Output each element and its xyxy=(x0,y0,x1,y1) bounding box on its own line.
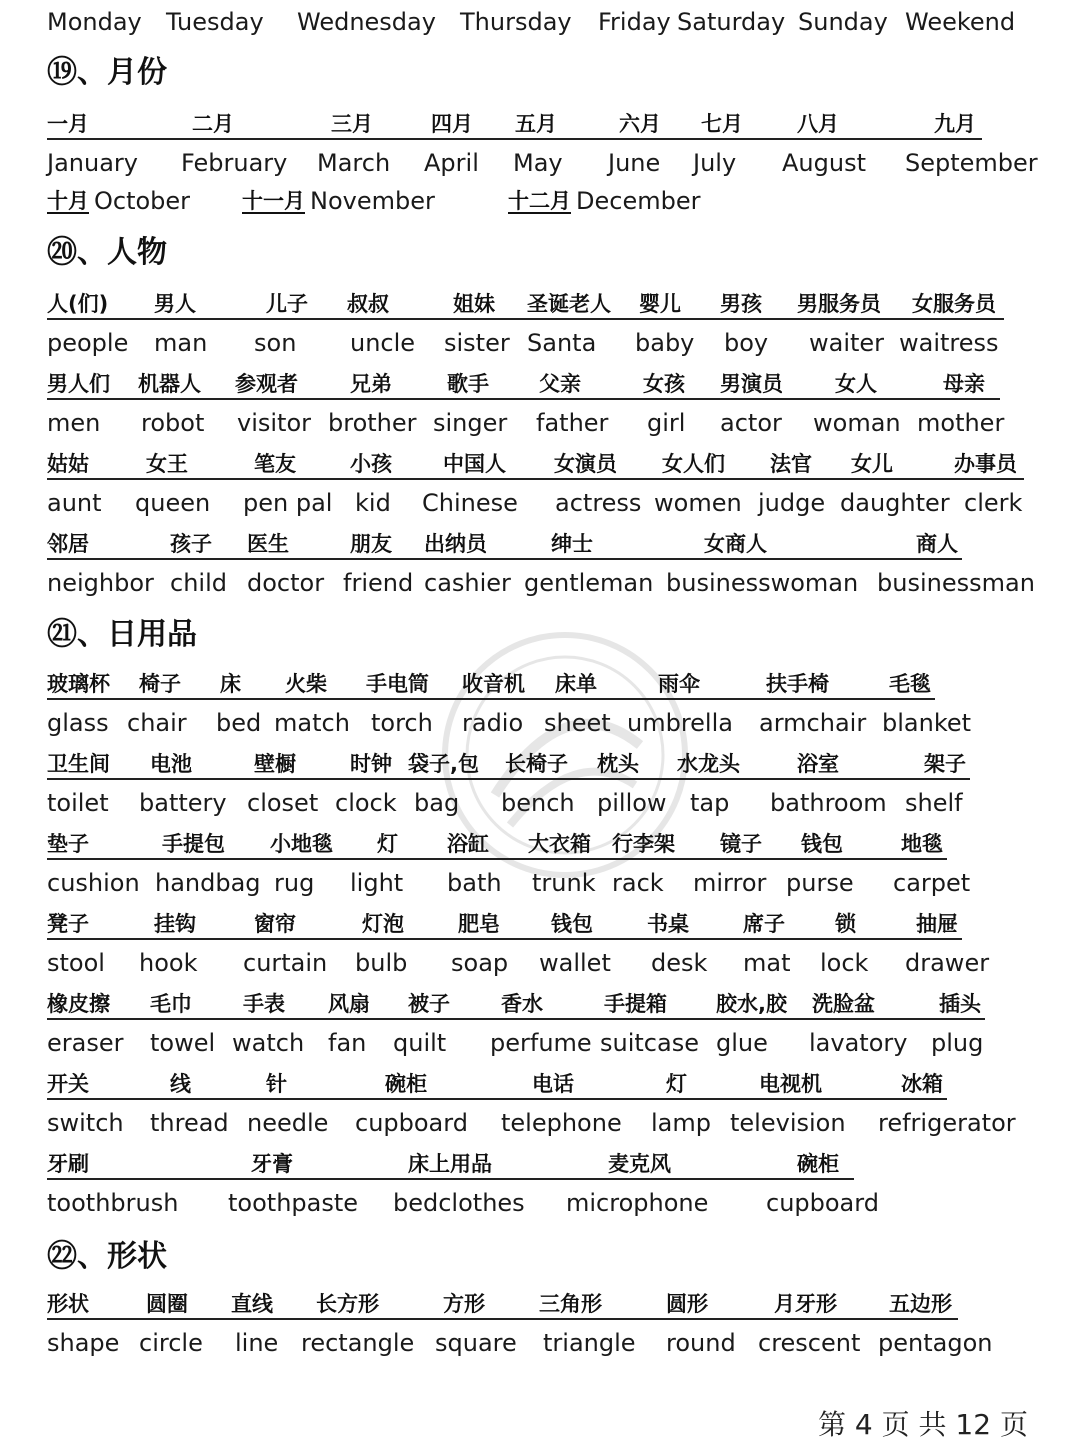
english-word: cupboard xyxy=(355,1109,468,1137)
chinese-word: 父亲 xyxy=(539,372,581,396)
english-word: cashier xyxy=(424,569,511,597)
chinese-word: 八月 xyxy=(797,112,839,136)
chinese-word: 毛巾 xyxy=(150,992,192,1016)
english-word: uncle xyxy=(350,329,416,357)
chinese-word: 男孩 xyxy=(720,292,762,316)
chinese-word: 女王 xyxy=(146,452,188,476)
chinese-word: 碗柜 xyxy=(797,1152,839,1176)
day-word: Tuesday xyxy=(166,8,264,36)
english-word: baby xyxy=(635,329,695,357)
english-word: carpet xyxy=(893,869,971,897)
page-number: 第 4 页 共 12 页 xyxy=(818,1408,1028,1441)
chinese-word: 胶水,胶 xyxy=(716,992,787,1016)
english-word: rug xyxy=(274,869,315,897)
chinese-word: 形状 xyxy=(47,1292,89,1316)
row-underline xyxy=(47,858,947,860)
english-word: closet xyxy=(247,789,319,817)
chinese-word: 挂钩 xyxy=(154,912,196,936)
row-underline xyxy=(47,698,935,700)
chinese-word: 长方形 xyxy=(316,1292,379,1316)
chinese-word: 锁 xyxy=(835,912,856,936)
chinese-word: 垫子 xyxy=(47,832,89,856)
english-word: cupboard xyxy=(766,1189,879,1217)
chinese-word: 人(们) xyxy=(47,292,109,316)
chinese-word: 灯 xyxy=(377,832,398,856)
chinese-word: 长椅子 xyxy=(505,752,568,776)
english-word: daughter xyxy=(840,489,950,517)
chinese-word: 男人们 xyxy=(47,372,110,396)
english-word: suitcase xyxy=(600,1029,699,1057)
chinese-word: 七月 xyxy=(701,112,743,136)
chinese-word: 直线 xyxy=(231,1292,273,1316)
english-word: people xyxy=(47,329,129,357)
english-word: father xyxy=(536,409,609,437)
chinese-word: 母亲 xyxy=(943,372,985,396)
chinese-word: 法官 xyxy=(770,452,812,476)
english-word: handbag xyxy=(155,869,261,897)
english-word: clock xyxy=(335,789,397,817)
chinese-word: 九月 xyxy=(934,112,976,136)
chinese-word: 时钟 xyxy=(350,752,392,776)
chinese-word: 十一月 xyxy=(242,189,305,213)
english-word: umbrella xyxy=(627,709,733,737)
chinese-word: 机器人 xyxy=(138,372,201,396)
chinese-word: 十二月 xyxy=(508,189,571,213)
chinese-word: 水龙头 xyxy=(677,752,740,776)
chinese-word: 大衣箱 xyxy=(528,832,591,856)
english-word: curtain xyxy=(243,949,328,977)
chinese-word: 女儿 xyxy=(851,452,893,476)
chinese-word: 浴室 xyxy=(797,752,839,776)
chinese-word: 邻居 xyxy=(47,532,89,556)
row-underline xyxy=(47,318,1004,320)
chinese-word: 方形 xyxy=(443,1292,485,1316)
chinese-word: 三月 xyxy=(331,112,373,136)
chinese-word: 孩子 xyxy=(170,532,212,556)
chinese-word: 椅子 xyxy=(139,672,181,696)
chinese-word: 肥皂 xyxy=(458,912,500,936)
english-word: visitor xyxy=(237,409,312,437)
english-word: singer xyxy=(433,409,508,437)
chinese-word: 一月 xyxy=(47,112,89,136)
day-word: Saturday xyxy=(677,8,786,36)
english-word: wallet xyxy=(539,949,611,977)
english-word: light xyxy=(350,869,404,897)
section-title: ㉒、形状 xyxy=(47,1239,167,1274)
chinese-word: 床单 xyxy=(555,672,597,696)
chinese-word: 女人 xyxy=(835,372,877,396)
chinese-word: 笔友 xyxy=(254,452,296,476)
chinese-word: 碗柜 xyxy=(385,1072,427,1096)
row-underline xyxy=(47,778,970,780)
chinese-word: 开关 xyxy=(47,1072,89,1096)
english-word: perfume xyxy=(490,1029,592,1057)
english-word: armchair xyxy=(759,709,867,737)
section-title: ⑲、月份 xyxy=(47,55,167,90)
chinese-word: 镜子 xyxy=(720,832,762,856)
english-word: neighbor xyxy=(47,569,154,597)
chinese-word: 女演员 xyxy=(554,452,617,476)
chinese-word: 医生 xyxy=(247,532,289,556)
english-word: businessman xyxy=(877,569,1035,597)
english-word: robot xyxy=(141,409,205,437)
chinese-word: 手提包 xyxy=(162,832,225,856)
english-word: lock xyxy=(820,949,869,977)
english-word: April xyxy=(424,149,479,177)
english-word: kid xyxy=(355,489,391,517)
chinese-word: 壁橱 xyxy=(254,752,296,776)
english-word: clerk xyxy=(964,489,1023,517)
chinese-word: 收音机 xyxy=(462,672,525,696)
chinese-word: 中国人 xyxy=(443,452,506,476)
english-word: rack xyxy=(612,869,664,897)
chinese-word: 叔叔 xyxy=(347,292,389,316)
chinese-word: 手提箱 xyxy=(604,992,667,1016)
english-word: woman xyxy=(813,409,901,437)
chinese-word: 火柴 xyxy=(285,672,327,696)
english-word: girl xyxy=(647,409,686,437)
english-word: trunk xyxy=(532,869,596,897)
chinese-word: 手电筒 xyxy=(366,672,429,696)
day-word: Sunday xyxy=(798,8,888,36)
chinese-word: 牙刷 xyxy=(47,1152,89,1176)
english-word: television xyxy=(730,1109,846,1137)
chinese-word: 圣诞老人 xyxy=(527,292,611,316)
english-word: blanket xyxy=(882,709,972,737)
english-word: battery xyxy=(139,789,227,817)
english-word: rectangle xyxy=(301,1329,415,1357)
english-word: circle xyxy=(139,1329,203,1357)
english-word: bathroom xyxy=(770,789,887,817)
english-word: microphone xyxy=(566,1189,709,1217)
english-word: waiter xyxy=(809,329,885,357)
english-word: switch xyxy=(47,1109,124,1137)
english-word: mother xyxy=(917,409,1005,437)
english-word: tap xyxy=(690,789,730,817)
chinese-word: 钱包 xyxy=(551,912,593,936)
english-word: shelf xyxy=(905,789,963,817)
chinese-word: 灯 xyxy=(666,1072,687,1096)
english-word: line xyxy=(235,1329,279,1357)
english-word: bench xyxy=(501,789,575,817)
english-word: lavatory xyxy=(809,1029,908,1057)
english-word: square xyxy=(435,1329,517,1357)
english-word: triangle xyxy=(543,1329,636,1357)
chinese-word: 床 xyxy=(220,672,241,696)
english-word: January xyxy=(47,149,138,177)
english-word: crescent xyxy=(758,1329,861,1357)
chinese-word: 玻璃杯 xyxy=(47,672,110,696)
english-word: men xyxy=(47,409,101,437)
english-word: drawer xyxy=(905,949,990,977)
english-word: toilet xyxy=(47,789,109,817)
chinese-word: 书桌 xyxy=(647,912,689,936)
english-word: toothbrush xyxy=(47,1189,179,1217)
english-word: aunt xyxy=(47,489,102,517)
chinese-word: 席子 xyxy=(743,912,785,936)
english-word: child xyxy=(170,569,227,597)
english-word: November xyxy=(310,187,435,215)
english-word: glass xyxy=(47,709,109,737)
chinese-word: 婴儿 xyxy=(639,292,681,316)
chinese-word: 四月 xyxy=(431,112,473,136)
chinese-word: 出纳员 xyxy=(424,532,487,556)
english-word: cushion xyxy=(47,869,140,897)
chinese-word: 姑姑 xyxy=(47,452,89,476)
chinese-word: 月牙形 xyxy=(774,1292,837,1316)
chinese-word: 十月 xyxy=(47,189,89,213)
english-word: round xyxy=(666,1329,736,1357)
chinese-word: 电话 xyxy=(532,1072,574,1096)
english-word: December xyxy=(576,187,701,215)
english-word: gentleman xyxy=(524,569,654,597)
english-word: towel xyxy=(150,1029,216,1057)
english-word: plug xyxy=(931,1029,984,1057)
chinese-word: 橡皮擦 xyxy=(47,992,110,1016)
row-underline xyxy=(47,398,1000,400)
english-word: refrigerator xyxy=(878,1109,1016,1137)
chinese-word: 兄弟 xyxy=(350,372,392,396)
english-word: match xyxy=(274,709,350,737)
day-word: Wednesday xyxy=(297,8,436,36)
chinese-word: 五月 xyxy=(515,112,557,136)
section-title: ⑳、人物 xyxy=(47,235,167,270)
chinese-word: 灯泡 xyxy=(362,912,404,936)
section-title: ㉑、日用品 xyxy=(47,617,197,652)
chinese-word: 女孩 xyxy=(643,372,685,396)
chinese-word: 男演员 xyxy=(720,372,783,396)
english-word: man xyxy=(154,329,208,357)
english-word: eraser xyxy=(47,1029,124,1057)
chinese-word: 办事员 xyxy=(954,452,1017,476)
english-word: radio xyxy=(462,709,524,737)
english-word: soap xyxy=(451,949,509,977)
chinese-word: 男服务员 xyxy=(797,292,881,316)
day-word: Friday xyxy=(598,8,671,36)
english-word: March xyxy=(317,149,391,177)
row-underline xyxy=(47,558,962,560)
english-word: thread xyxy=(150,1109,229,1137)
english-word: women xyxy=(654,489,742,517)
english-word: torch xyxy=(371,709,433,737)
english-word: pen pal xyxy=(243,489,333,517)
english-word: July xyxy=(693,149,737,177)
english-word: purse xyxy=(786,869,854,897)
chinese-word: 毛毯 xyxy=(889,672,931,696)
chinese-word: 扶手椅 xyxy=(766,672,829,696)
chinese-word: 手表 xyxy=(243,992,285,1016)
chinese-word: 小地毯 xyxy=(270,832,333,856)
chinese-word: 牙膏 xyxy=(251,1152,293,1176)
day-word: Monday xyxy=(47,8,142,36)
chinese-word: 浴缸 xyxy=(447,832,489,856)
chinese-word: 行李架 xyxy=(612,832,675,856)
chinese-word: 窗帘 xyxy=(254,912,296,936)
chinese-word: 小孩 xyxy=(350,452,392,476)
english-word: hook xyxy=(139,949,198,977)
english-word: actress xyxy=(555,489,642,517)
english-word: glue xyxy=(716,1029,768,1057)
english-word: son xyxy=(254,329,297,357)
chinese-word: 架子 xyxy=(924,752,966,776)
english-word: pentagon xyxy=(878,1329,993,1357)
chinese-word: 歌手 xyxy=(447,372,489,396)
chinese-word: 女商人 xyxy=(704,532,767,556)
english-word: needle xyxy=(247,1109,329,1137)
english-word: doctor xyxy=(247,569,325,597)
english-word: telephone xyxy=(501,1109,622,1137)
english-word: February xyxy=(181,149,288,177)
chinese-word: 抽屉 xyxy=(916,912,958,936)
english-word: mirror xyxy=(693,869,767,897)
row-underline xyxy=(47,1318,958,1320)
row-underline xyxy=(47,1098,947,1100)
chinese-word: 电池 xyxy=(150,752,192,776)
chinese-word: 绅士 xyxy=(551,532,593,556)
chinese-word: 电视机 xyxy=(759,1072,822,1096)
chinese-word: 卫生间 xyxy=(47,752,110,776)
english-word: bath xyxy=(447,869,502,897)
row-underline xyxy=(47,938,962,940)
row-underline xyxy=(47,478,1024,480)
english-word: queen xyxy=(135,489,211,517)
english-word: June xyxy=(608,149,661,177)
english-word: lamp xyxy=(651,1109,711,1137)
chinese-word: 插头 xyxy=(939,992,981,1016)
english-word: pillow xyxy=(597,789,667,817)
day-word: Thursday xyxy=(460,8,572,36)
chinese-word: 香水 xyxy=(501,992,543,1016)
chinese-word: 姐妹 xyxy=(453,292,495,316)
english-word: bulb xyxy=(355,949,408,977)
english-word: friend xyxy=(343,569,414,597)
english-word: brother xyxy=(328,409,417,437)
chinese-word: 六月 xyxy=(619,112,661,136)
chinese-word: 三角形 xyxy=(539,1292,602,1316)
english-word: desk xyxy=(651,949,708,977)
english-word: businesswoman xyxy=(666,569,859,597)
english-word: toothpaste xyxy=(228,1189,359,1217)
chinese-word: 女人们 xyxy=(662,452,725,476)
chinese-word: 被子 xyxy=(408,992,450,1016)
english-word: Chinese xyxy=(422,489,518,517)
english-word: sister xyxy=(444,329,510,357)
english-word: shape xyxy=(47,1329,120,1357)
chinese-word: 风扇 xyxy=(328,992,370,1016)
chinese-word: 儿子 xyxy=(266,292,308,316)
english-word: waitress xyxy=(899,329,999,357)
row-underline xyxy=(47,1178,854,1180)
english-word: bedclothes xyxy=(393,1189,525,1217)
english-word: Santa xyxy=(527,329,597,357)
chinese-word: 钱包 xyxy=(801,832,843,856)
english-word: bed xyxy=(216,709,262,737)
day-word: Weekend xyxy=(905,8,1016,36)
chinese-word: 洗脸盆 xyxy=(812,992,875,1016)
english-word: October xyxy=(94,187,191,215)
chinese-word: 雨伞 xyxy=(658,672,700,696)
row-underline xyxy=(47,1018,985,1020)
chinese-word: 线 xyxy=(170,1072,191,1096)
english-word: sheet xyxy=(544,709,611,737)
chinese-word: 五边形 xyxy=(889,1292,952,1316)
english-word: September xyxy=(905,149,1038,177)
chinese-word: 圆形 xyxy=(666,1292,708,1316)
english-word: bag xyxy=(414,789,460,817)
english-word: actor xyxy=(720,409,782,437)
english-word: May xyxy=(513,149,563,177)
chinese-word: 床上用品 xyxy=(408,1152,492,1176)
chinese-word: 女服务员 xyxy=(912,292,996,316)
row-underline xyxy=(47,138,982,140)
chinese-word: 麦克风 xyxy=(608,1152,671,1176)
english-word: watch xyxy=(232,1029,305,1057)
chinese-word: 男人 xyxy=(154,292,196,316)
chinese-word: 圆圈 xyxy=(146,1292,188,1316)
chinese-word: 枕头 xyxy=(597,752,639,776)
chinese-word: 地毯 xyxy=(901,832,943,856)
chinese-word: 针 xyxy=(266,1072,287,1096)
chinese-word: 参观者 xyxy=(235,372,298,396)
chinese-word: 朋友 xyxy=(350,532,392,556)
chinese-word: 冰箱 xyxy=(901,1072,943,1096)
chinese-word: 商人 xyxy=(916,532,958,556)
english-word: boy xyxy=(724,329,769,357)
chinese-word: 袋子,包 xyxy=(408,752,479,776)
english-word: stool xyxy=(47,949,105,977)
english-word: quilt xyxy=(393,1029,447,1057)
chinese-word: 凳子 xyxy=(47,912,89,936)
english-word: mat xyxy=(743,949,791,977)
english-word: judge xyxy=(758,489,826,517)
english-word: August xyxy=(782,149,866,177)
chinese-word: 二月 xyxy=(192,112,234,136)
english-word: fan xyxy=(328,1029,367,1057)
english-word: chair xyxy=(127,709,187,737)
